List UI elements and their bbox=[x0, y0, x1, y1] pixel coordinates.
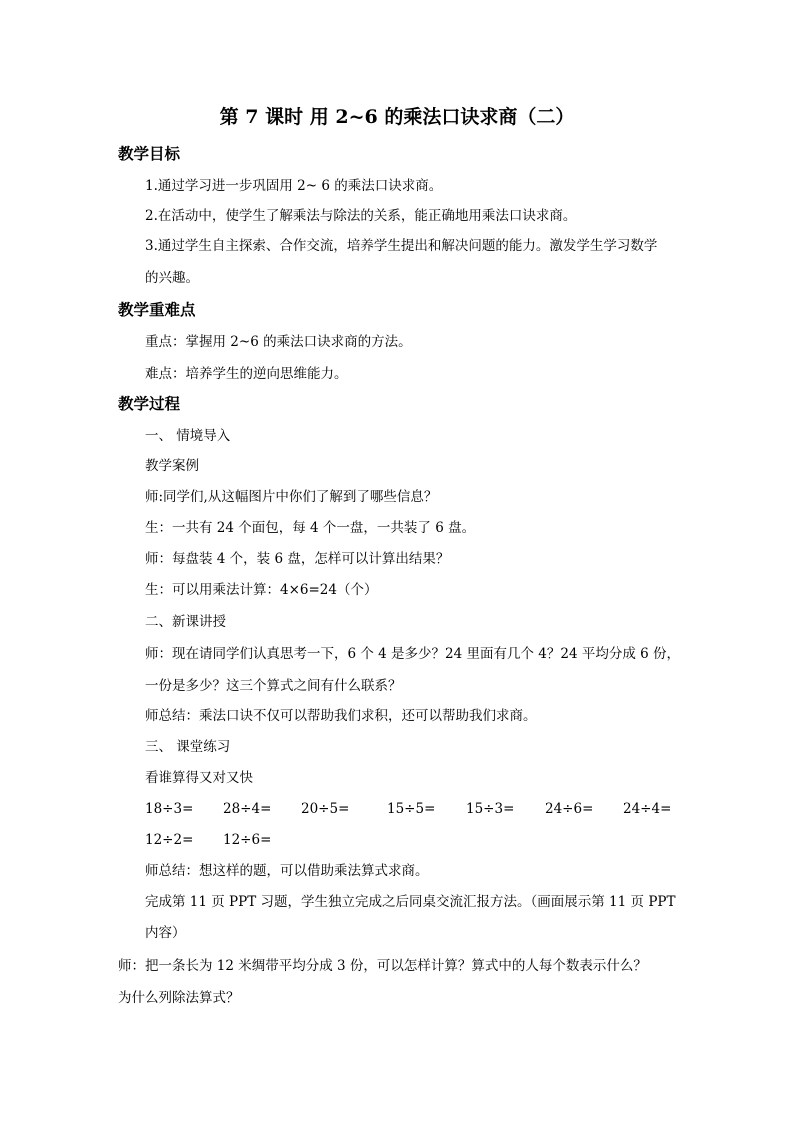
practice-title: 看谁算得又对又快 bbox=[145, 770, 253, 786]
dialogue-line: 师：现在请同学们认真思考一下，6 个 4 是多少？24 里面有几个 4？24 平均分成 6 份， bbox=[145, 646, 681, 662]
dialogue-line: 为什么列除法算式？ bbox=[118, 990, 240, 1006]
page-title: 第 7 课时 用 2~6 的乘法口诀求商（二） bbox=[219, 106, 575, 128]
goals-heading: 教学目标 bbox=[118, 144, 181, 163]
key-point-item: 难点：培养学生的逆向思维能力。 bbox=[145, 366, 348, 382]
equation: 18÷3= bbox=[145, 801, 194, 817]
dialogue-line: 师总结：乘法口诀不仅可以帮助我们求积，还可以帮助我们求商。 bbox=[145, 708, 537, 724]
section-heading: 一、 情境导入 bbox=[145, 428, 231, 444]
equation: 15÷3= bbox=[466, 801, 515, 817]
equation: 24÷6= bbox=[545, 801, 594, 817]
equation: 28÷4= bbox=[223, 801, 272, 817]
process-heading: 教学过程 bbox=[118, 394, 181, 413]
key-points-heading: 教学重难点 bbox=[118, 300, 196, 319]
dialogue-line: 生：可以用乘法计算：4×6=24（个） bbox=[145, 582, 378, 598]
case-label: 教学案例 bbox=[145, 458, 199, 474]
section-heading: 三、 课堂练习 bbox=[145, 739, 231, 755]
goal-item: 的兴趣。 bbox=[145, 270, 199, 286]
equation: 20÷5= bbox=[301, 801, 350, 817]
dialogue-line: 生：一共有 24 个面包，每 4 个一盘，一共装了 6 盘。 bbox=[145, 520, 476, 536]
dialogue-line: 师：每盘装 4 个，装 6 盘，怎样可以计算出结果？ bbox=[145, 551, 450, 567]
dialogue-line: 师:同学们,从这幅图片中你们了解到了哪些信息？ bbox=[145, 489, 438, 505]
section-heading: 二、新课讲授 bbox=[145, 614, 226, 630]
goal-item: 1.通过学习进一步巩固用 2~ 6 的乘法口诀求商。 bbox=[145, 178, 443, 194]
dialogue-line: 完成第 11 页 PPT 习题，学生独立完成之后同桌交流汇报方法。（画面展示第 11 页 PPT bbox=[145, 894, 676, 910]
equation: 24÷4= bbox=[623, 801, 672, 817]
equation: 12÷2= bbox=[145, 832, 194, 848]
dialogue-line: 一份是多少？这三个算式之间有什么联系？ bbox=[145, 678, 402, 694]
dialogue-line: 内容） bbox=[145, 925, 186, 941]
dialogue-line: 师：把一条长为 12 米绸带平均分成 3 份，可以怎样计算？算式中的人每个数表示什么？ bbox=[118, 958, 647, 974]
goal-item: 2.在活动中，使学生了解乘法与除法的关系，能正确地用乘法口诀求商。 bbox=[145, 208, 577, 224]
goal-item: 3.通过学生自主探索、合作交流，培养学生提出和解决问题的能力。激发学生学习数学 bbox=[145, 238, 658, 254]
equation: 12÷6= bbox=[223, 832, 272, 848]
dialogue-line: 师总结：想这样的题，可以借助乘法算式求商。 bbox=[145, 863, 429, 879]
equation: 15÷5= bbox=[387, 801, 436, 817]
key-point-item: 重点：掌握用 2~6 的乘法口诀求商的方法。 bbox=[145, 334, 412, 350]
